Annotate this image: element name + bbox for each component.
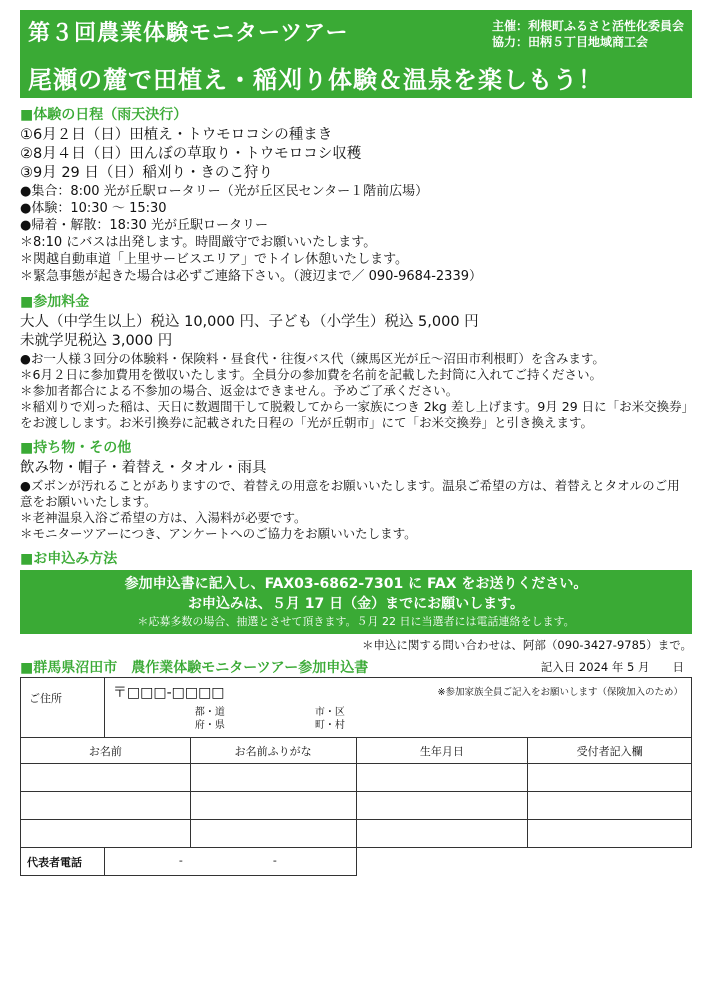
schedule-date: ②8月４日（日）田んぼの草取り・トウモロコシ収穫 <box>20 146 362 162</box>
phone-dash: - <box>178 854 183 867</box>
phone-dash: - <box>272 854 277 867</box>
birthdate-input[interactable] <box>356 820 528 848</box>
fee-note: ＊稲刈りで刈った稲は、天日に数週間干して脱穀してから一家族につき 2kg 差し上げます。9月 29 日に「お米交換券」をお渡しします。お米引換券に記載された日程の「光が丘朝市」にて「お米交換券」と引き換えます。 <box>20 399 688 430</box>
schedule-note: ＊関越自動車道「上里サービスエリア」でトイレ休憩いたします。 <box>20 252 409 267</box>
application-form <box>20 677 692 876</box>
items-note: ＊モニターツアーにつき、アンケートへのご協力をお願いいたします。 <box>20 526 417 541</box>
items-note: ●ズボンが汚れることがありますので、着替えの用意をお願いいたします。温泉ご希望の方は、着替えとタオルのご用意をお願いいたします。 <box>20 478 680 509</box>
furigana-input[interactable] <box>190 792 356 820</box>
schedule-detail: ●帰着・解散：18:30 光が丘駅ロータリー <box>20 218 268 233</box>
phone-label: 代表者電話 <box>21 848 105 876</box>
fee-heading: ■参加料金 <box>20 294 90 310</box>
header-banner <box>20 10 692 98</box>
address-field[interactable] <box>104 678 691 738</box>
column-header-furigana: お名前ふりがな <box>190 738 356 764</box>
birthdate-input[interactable] <box>356 764 528 792</box>
name-input[interactable] <box>21 764 191 792</box>
fee-note: ＊参加者都合による不参加の場合、返金はできません。予めご了承ください。 <box>20 383 459 398</box>
address-note: ※参加家族全員ご記入をお願いします（保険加入のため） <box>437 687 683 698</box>
reception-cell <box>528 820 692 848</box>
items-list: 飲み物・帽子・着替え・タオル・雨具 <box>20 460 267 476</box>
column-header-birthdate: 生年月日 <box>356 738 528 764</box>
postal-code-boxes: 〒□□□-□□□□ <box>112 685 225 701</box>
organizer: 主催：利根町ふるさと活性化委員会 <box>491 19 684 33</box>
prefecture-label <box>195 706 225 732</box>
schedule-note: ＊緊急事態が起きた場合は必ずご連絡下さい。（渡辺まで／ 090-9684-2339） <box>20 269 482 284</box>
city-label-top: 市・区 <box>314 707 345 718</box>
fee-section <box>20 291 692 431</box>
apply-section <box>20 548 692 653</box>
schedule-date: ①6月２日（日）田植え・トウモロコシの種まき <box>20 127 333 143</box>
form-date: 記入日 2024 年 5 月 日 <box>540 660 684 674</box>
event-title: 第３回農業体験モニターツアー <box>28 21 349 46</box>
furigana-input[interactable] <box>190 764 356 792</box>
apply-deadline-line: お申込みは、５月 17 日（金）までにお願いします。 <box>187 596 525 612</box>
apply-lottery-note: ＊応募多数の場合、抽選とさせて頂きます。５月 22 日に当選者には電話連絡をします。 <box>137 615 575 628</box>
apply-box <box>20 570 692 634</box>
items-heading: ■持ち物・その他 <box>20 440 132 456</box>
column-header-reception: 受付者記入欄 <box>528 738 692 764</box>
city-label <box>315 706 345 732</box>
reception-cell <box>528 764 692 792</box>
fee-price: 大人（中学生以上）税込 10,000 円、子ども（小学生）税込 5,000 円 <box>20 314 479 330</box>
cooperation: 協力：田柄５丁目地域商工会 <box>491 35 648 49</box>
fee-price: 未就学児税込 3,000 円 <box>20 333 173 349</box>
items-note: ＊老神温泉入浴ご希望の方は、入湯料が必要です。 <box>20 510 307 525</box>
form-title: ■群馬県沼田市 農作業体験モニターツアー参加申込書 <box>20 660 369 676</box>
form-header <box>20 657 692 677</box>
phone-input[interactable] <box>104 848 356 876</box>
schedule-heading: ■体験の日程（雨天決行） <box>20 107 188 123</box>
prefecture-label-top: 都・道 <box>194 707 225 718</box>
schedule-note: ＊8:10 にバスは出発します。時間厳守でお願いいたします。 <box>20 235 377 250</box>
prefecture-label-bottom: 府・県 <box>194 720 225 731</box>
organizer-info <box>492 18 684 50</box>
name-input[interactable] <box>21 820 191 848</box>
inquiry-note: ＊申込に関する問い合わせは、阿部（090-3427-9785）まで。 <box>361 638 692 652</box>
apply-heading: ■お申込み方法 <box>20 551 118 567</box>
reception-cell <box>528 792 692 820</box>
birthdate-input[interactable] <box>356 792 528 820</box>
schedule-section <box>20 104 692 285</box>
flyer-page <box>20 10 692 876</box>
schedule-detail: ●集合：8:00 光が丘駅ロータリー（光が丘区民センター１階前広場） <box>20 184 429 199</box>
furigana-input[interactable] <box>190 820 356 848</box>
fee-note: ●お一人様３回分の体験料・保険料・昼食代・往復バス代（練馬区光が丘～沼田市利根町）を含みます。 <box>20 351 605 366</box>
fee-note: ＊6月２日に参加費用を徴収いたします。全員分の参加費を名前を記載した封筒に入れてご持ください。 <box>20 367 602 382</box>
city-label-bottom: 町・村 <box>314 720 345 731</box>
name-input[interactable] <box>21 792 191 820</box>
schedule-detail: ●体験：10:30 ～ 15:30 <box>20 201 167 216</box>
apply-fax-line: 参加申込書に記入し、FAX03-6862-7301 に FAX をお送りください。 <box>124 576 588 592</box>
event-subtitle: 尾瀬の麓で田植え・稲刈り体験＆温泉を楽しもう！ <box>28 66 603 94</box>
address-label: ご住所 <box>21 678 105 738</box>
items-section <box>20 437 692 542</box>
schedule-date: ③9月 29 日（日）稲刈り・きのこ狩り <box>20 165 273 181</box>
column-header-name: お名前 <box>21 738 191 764</box>
